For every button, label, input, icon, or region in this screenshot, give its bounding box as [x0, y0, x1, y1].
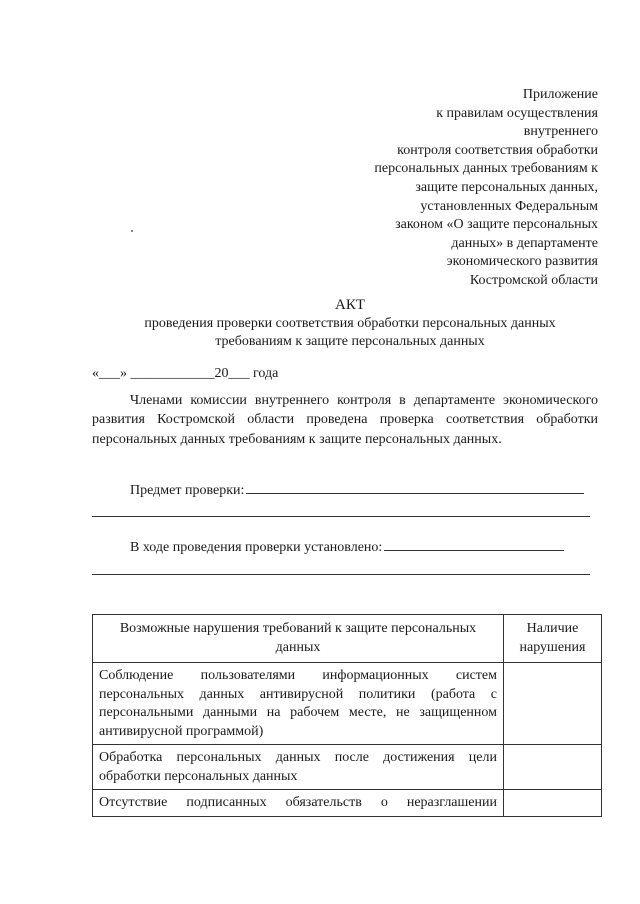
document-title: [90, 296, 610, 352]
appendix-line: Костромской области: [469, 272, 598, 288]
violation-text: Соблюдение пользователями информационных систем персональных данных антивирусной политики (работа с персональными данными на рабочем месте, не защищенном антивирусной программой): [93, 663, 504, 745]
appendix-line: защите персональных данных,: [415, 179, 598, 195]
presence-cell[interactable]: [504, 790, 602, 817]
appendix-line: контроля соответствия обработки: [397, 142, 598, 158]
appendix-line: Приложение: [522, 87, 598, 102]
appendix-line: внутреннего: [523, 124, 598, 140]
table-row: [93, 790, 602, 817]
table-row: [93, 663, 602, 745]
subject-field: [130, 479, 584, 499]
appendix-line: к правилам осуществления: [436, 105, 598, 121]
presence-cell[interactable]: [504, 663, 602, 745]
appendix-line: экономического развития: [446, 254, 598, 270]
table-header-row: [93, 615, 602, 663]
findings-field: [130, 536, 564, 556]
title-subtitle-line2: требованиям к защите персональных данных: [215, 334, 485, 349]
violation-text: Обработка персональных данных после достижения цели обработки персональных данных: [93, 745, 504, 790]
subject-continuation-line[interactable]: [92, 516, 590, 517]
appendix-line: законом «О защите персональных: [395, 217, 598, 233]
appendix-line: данных» в департаменте: [451, 235, 598, 251]
table-row: [93, 745, 602, 790]
scan-speck: [131, 230, 133, 232]
date-line: «___» ____________20___ года: [92, 366, 279, 381]
appendix-line: персональных данных требованиям к: [374, 161, 598, 177]
header-violations: Возможные нарушения требований к защите персональных данных: [93, 615, 504, 663]
subject-underline[interactable]: [246, 479, 584, 494]
violations-table: [92, 614, 602, 817]
appendix-block: [290, 86, 598, 291]
title-subtitle-line1: проведения проверки соответствия обработки персональных данных: [144, 315, 556, 331]
presence-cell[interactable]: [504, 745, 602, 790]
findings-label: В ходе проведения проверки установлено:: [130, 540, 383, 555]
title-act: АКТ: [335, 297, 365, 313]
subject-label: Предмет проверки:: [130, 483, 245, 498]
intro-paragraph: Членами комиссии внутреннего контроля в департаменте экономического развития Костромской области проведена проверка соответствия обработки персональных данных требованиям к защите персональных данных.: [92, 393, 598, 447]
findings-underline[interactable]: [384, 536, 564, 551]
header-presence: Наличие нарушения: [504, 615, 602, 663]
findings-continuation-line[interactable]: [92, 574, 590, 575]
appendix-line: установленных Федеральным: [420, 198, 598, 214]
violation-text: Отсутствие подписанных обязательств о неразглашении: [93, 790, 504, 817]
